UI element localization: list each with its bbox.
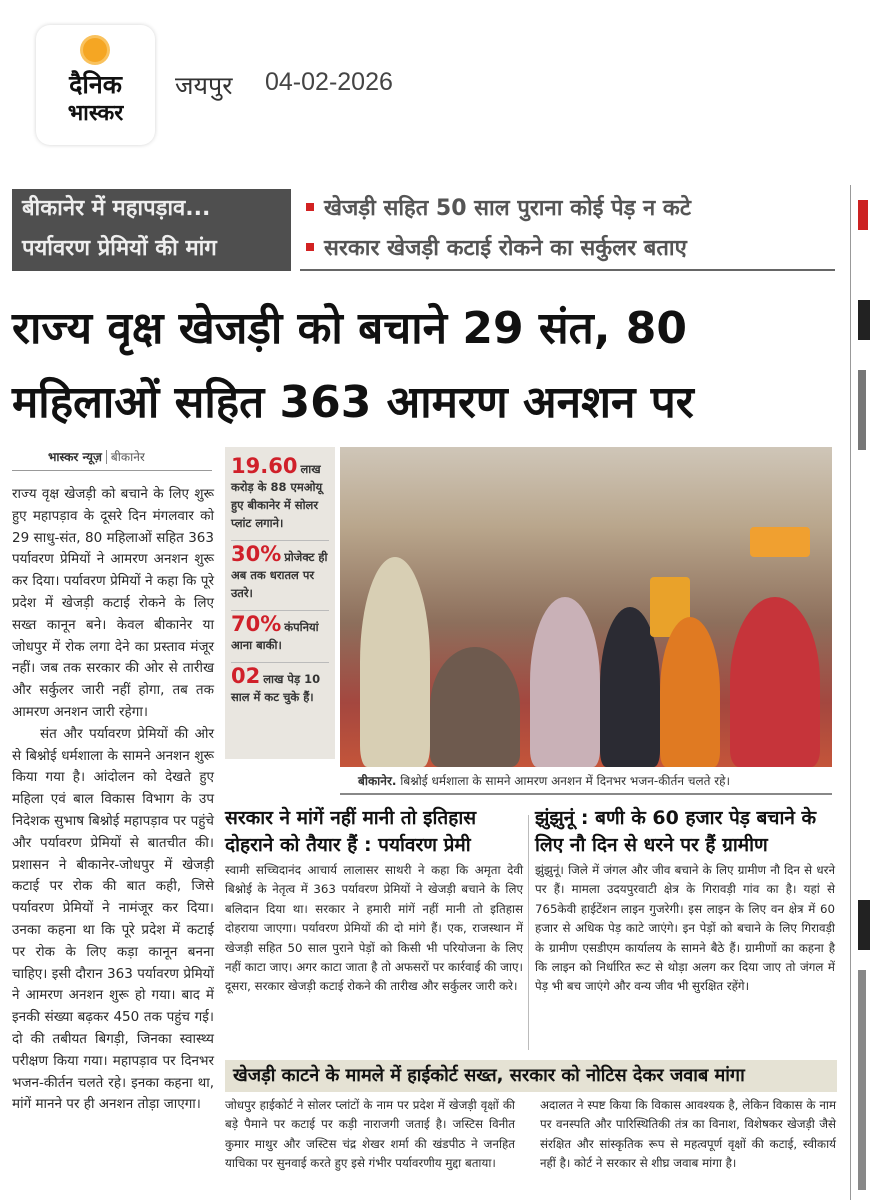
headline-line1: राज्य वृक्ष खेजड़ी को बचाने 29 संत, 80 [12,303,687,354]
stats-box [225,447,335,759]
column-divider [528,815,529,1050]
highcourt-headline: खेजड़ी काटने के मामले में हाईकोर्ट सख्त, सरकार को नोटिस देकर जवाब मांगा [225,1060,837,1092]
byline-source: भास्कर न्यूज़ [48,450,102,464]
sub-article-title: झुंझुनूं : बणी के 60 हजार पेड़ बचाने के लिए नौ दिन से धरने पर हैं ग्रामीण [535,807,817,856]
adjacent-article-fragment [858,900,870,950]
edition-date: 04-02-2026 [265,68,393,96]
adjacent-article-fragment [858,300,870,340]
headline-line2: महिलाओं सहित 363 आमरण अनशन पर [12,377,694,428]
stat-item [231,453,329,541]
article-paragraph: संत और पर्यावरण प्रेमियों की ओर से बिश्नोई धर्मशाला के सामने अनशन शुरू किया गया है। आंदोलन को देखते हुए महिला एवं बाल विकास विभाग के उप निदेशक सुभाष बिश्नोई महापड़ाव पर पहुंचे और पर्यावरण प्रेमियों से बातचीत की। प्रशासन ने बीकानेर-जोधपुर में खेजड़ी कटाई पर रोक की बात कही, जिसे पर्यावरण प्रेमियों ने नामंजूर कर दिया। उनका कहना था कि पूरे प्रदेश में कटाई पर रोक के लिए कड़ा कानून बनना चाहिए। इसी दौरान 363 पर्यावरण प्रेमियों ने आमरण अनशन शुरू हो गया। बाद में इनकी संख्या बढ़कर 450 तक पहुंच गई। दो की तबीयत बिगड़ी, जिनका स्वास्थ्य परीक्षण किया गया। महापड़ाव पर दिनभर भजन-कीर्तन चलते रहे। इनका कहना था, मांगें मानने पर ही अनशन तोड़ा जाएगा। [12,725,214,1113]
sun-icon [83,38,107,62]
sub-article-title: सरकार ने मांगें नहीं मानी तो इतिहास दोहराने को तैयार हैं : पर्यावरण प्रेमी [225,807,477,856]
stat-value: 30% [231,542,282,566]
photo-flag [750,527,810,557]
main-headline [12,292,842,440]
highcourt-body-col2: अदालत ने स्पष्ट किया कि विकास आवश्यक है, लेकिन विकास के नाम पर वनस्पति और पारिस्थितिकी तंत्र का विनाश, विशेषकर खेजड़ी जैसे संरक्षित और सांस्कृतिक रूप से महत्वपूर्ण वृक्षों की कटाई, स्वीकार्य नहीं है। कोर्ट ने सरकार से शीघ्र जवाब मांगा है। [540,1098,836,1171]
kicker-bullet-item [300,189,835,229]
dainik-bhaskar-logo [36,25,155,145]
sub-article-jhunjhunu [535,805,835,997]
byline-rule [12,470,212,471]
bullet-icon [306,243,314,251]
stat-value: 19.60 [231,454,298,478]
sub-article-body: झुंझुनूं। जिले में जंगल और जीव बचाने के लिए ग्रामीण नौ दिन से धरने पर हैं। मामला उदयपुरवाटी क्षेत्र के गिरावड़ी गांव का है। यहां से 765केवी हाईटेंशन लाइन गुजरेगी। इस लाइन के लिए वन क्षेत्र में 60 हजार से अधिक पेड़ काटे जाएंगे। इन पेड़ों को बचाने के लिए गिरावड़ी के ग्रामीण एसडीएम कार्यालय के सामने बैठे हैं। ग्रामीणों का कहना है कि लाइन को निर्धारित रूट से थोड़ा अलग कर दिया जाए तो जंगल में पेड़ भी बच जाएंगे और वन्य जीव भी सुरक्षित रहेंगे। [535,863,835,994]
caption-place: बीकानेर. [358,774,397,788]
kicker-line1: बीकानेर में महापड़ाव... [22,196,211,221]
stat-item [231,611,329,663]
byline [48,448,145,465]
stat-text: लाख पेड़ 10 साल में कट चुके हैं। [231,672,321,704]
stat-text: कंपनियां आना बाकी। [231,620,319,652]
stat-text: लाख करोड़ के 88 एमओयू हुए बीकानेर में सोलर प्लांट लगाने। [231,462,323,530]
photo-figure [660,617,720,767]
adjacent-article-fragment [858,200,868,230]
stat-item [231,541,329,611]
stat-text: प्रोजेक्ट ही अब तक धरातल पर उतरे। [231,550,328,600]
edition-city: जयपुर [175,71,233,100]
sub-article-history [225,805,523,997]
photo-figure [730,597,820,767]
column-divider [850,185,851,1200]
logo-text-line1: दैनिक [69,70,122,99]
stat-value: 02 [231,664,261,688]
stat-value: 70% [231,612,282,636]
bullet-icon [306,203,314,211]
caption-text: बिश्नोई धर्मशाला के सामने आमरण अनशन में दिनभर भजन-कीर्तन चलते रहे। [400,774,731,788]
photo-figure [360,557,430,767]
article-paragraph: राज्य वृक्ष खेजड़ी को बचाने के लिए शुरू हुए महापड़ाव के दूसरे दिन मंगलवार को 29 साधु-संत, 80 महिलाओं सहित 363 पर्यावरण प्रेमियों ने आमरण अनशन शुरू कर दिया। पर्यावरण प्रेमियों ने कहा कि पूरे प्रदेश में खेजड़ी कटाई रोकने के लिए सख्त कानून बने। केवल बीकानेर या जोधपुर में रोक लगा देने का प्रस्ताव मंजूर नहीं। जब तक सरकार की ओर से तारीख और सर्कुलर जारी नहीं होगा, तब तक आमरण अनशन जारी रहेगा। [12,486,214,720]
sub-article-body: स्वामी सच्चिदानंद आचार्य लालासर साथरी ने कहा कि अमृता देवी बिश्नोई के नेतृत्व में 363 पर्यावरण प्रेमियों ने खेजड़ी बचाने के लिए बलिदान दिया था। सरकार ने हमारी मांगें नहीं मानी तो इतिहास दोहराया जाएगा। पर्यावरण प्रेमियों की दो मांगे हैं। एक, राजस्थान में खेजड़ी सहित 50 साल पुराने पेड़ों को किसी भी परियोजना के लिए नहीं काटा जाए। अगर काटा जाता है तो अफसरों पर कार्रवाई की जाए। दूसरा, सरकार खेजड़ी कटाई रोकने की तारीख और सर्कुलर जारी करे। [225,863,523,994]
kicker-box [12,189,291,271]
bullet-text: खेजड़ी सहित 50 साल पुराना कोई पेड़ न कटे [324,196,691,221]
byline-place: बीकानेर [106,450,145,464]
main-article-body [12,484,214,1116]
kicker-bullet-item [300,229,835,269]
kicker-bullets [300,189,835,271]
stat-item [231,663,329,714]
bullet-text: सरकार खेजड़ी कटाई रोकने का सर्कुलर बताए [324,236,687,261]
adjacent-article-fragment [858,370,866,450]
highcourt-body-col1: जोधपुर हाईकोर्ट ने सोलर प्लांटों के नाम पर प्रदेश में खेजड़ी वृक्षों की बड़े पैमाने पर कटाई पर कड़ी नाराजगी जताई है। जस्टिस विनीत कुमार माथुर और जस्टिस चंद्र शेखर शर्मा की खंडपीठ ने जनहित याचिका पर सुनवाई करते हुए इसे गंभीर पर्यावरणीय मुद्दा बताया। [225,1098,515,1171]
kicker-line2: पर्यावरण प्रेमियों की मांग [22,236,217,261]
photo-caption [340,770,832,795]
protest-photo [340,447,832,767]
adjacent-article-fragment [858,970,866,1190]
logo-text-line2: भास्कर [67,101,124,126]
photo-crowd [430,647,520,767]
photo-figure [530,597,600,767]
